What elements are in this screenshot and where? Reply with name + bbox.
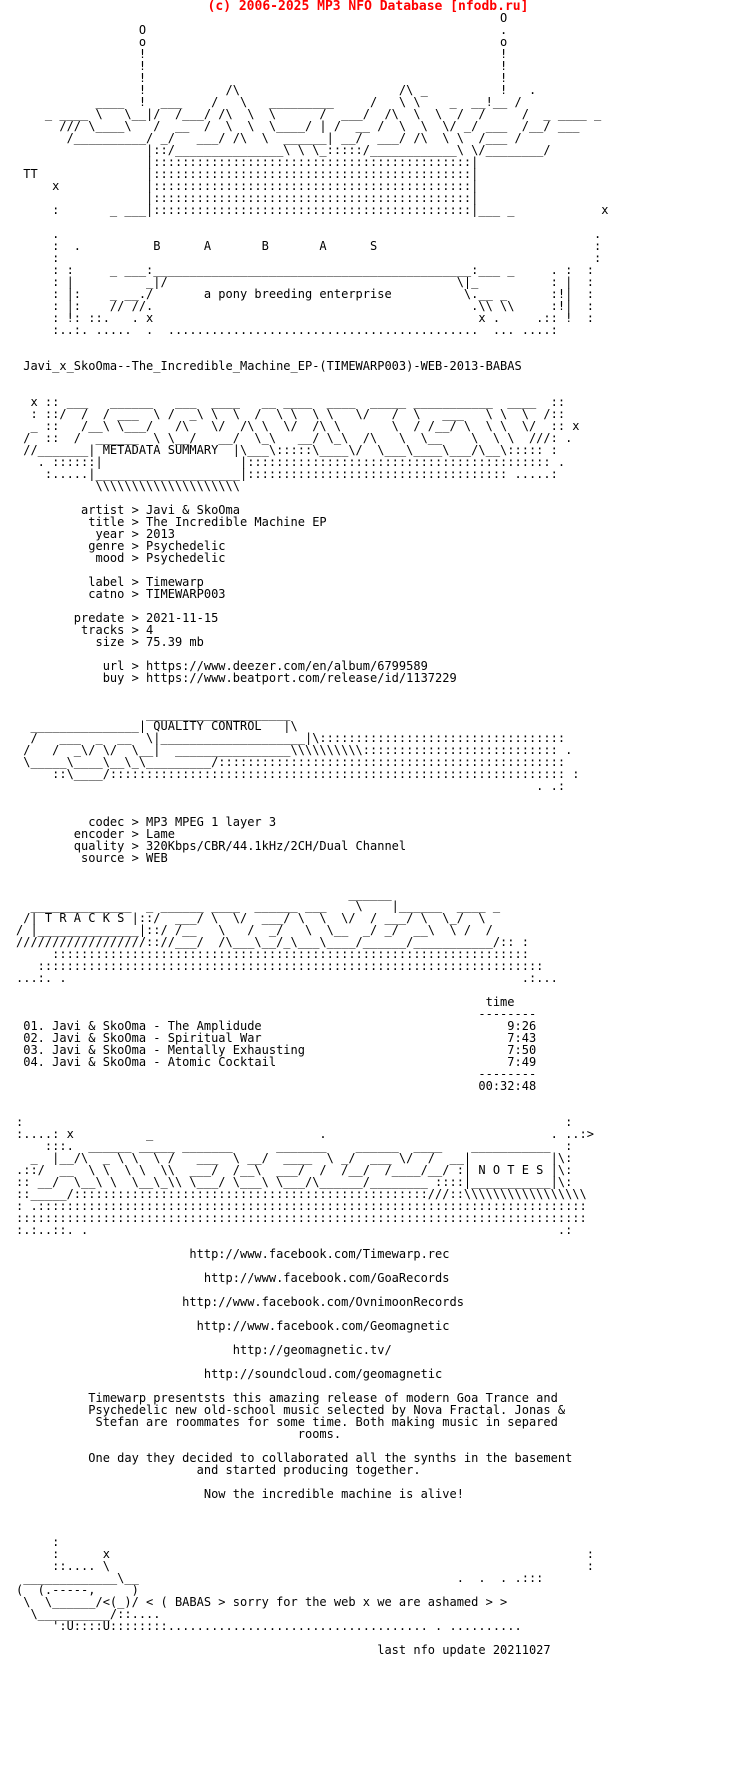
- copyright-banner: (c) 2006-2025 MP3 NFO Database [nfodb.ru]: [207, 0, 529, 14]
- nfo-ascii-text: O O . o o ! ! ! ! ! ! ! /\ /\ _ ! . ____ ! ___ / \ _________ / \ \ _ __!__ / _ ____ \ \__|/ /___/ /\ \ \ / ___/ /\ \ \ / / / _ ____ _ /// \____\ / __ / \ \ \____/ | / __ / \ \ \/ _/ ___ /__/ ___ /__________/ _/ ___/ /\ \ ______| __/ ___/ /\ \ \ /___ / |::/_______________\ \ \_:::::/____________\ \/________/ |::::::::::::::::::::::::::::::::::::::::::::| TT |::::::::::::::::::::::::::::::::::::::::::::| x |::::::::::::::::::::::::::::::::::::::::::::| |::::::::::::::::::::::::::::::::::::::::::::| : _ ___|::::::::::::::::::::::::::::::::::::::::::::|___ _ x . . : . B A B A S : : : : : _ ___:____________________________________________:___ _ . : : : | _|/ \|_ : | : : |: _ __./ a pony breeding enterprise \.__ _ :!| : : |: // //. .\\ \\ :!| : : !: ::. . x x . .:: ! : :..:. ..... . ........................................... ... ....: Javi_x_SkoOma--The_Incredible_Machine_EP-(TIMEWARP003)-WEB-2013-BABAS x :: ___ ______ ___ ____ __ ____ ____ _____ ___________ ____ :: : ::/ / / ___ \ / _\ \ \ / \ \ \ \ \/ / \ ___ \ \ \ /:: _ :: /__\ \___/ /\ \/ /\ \ \/ /\ \ \ / /__/ \ \ \ \/ :: x / :: / ______ \ \__/ __/ \_\ __/ \_\ /\ \ \__ \ \ \ ///: . //_______| METADATA SUMMARY |\___\:::::\____\/ \___\____\___/\__\::::: : . ::::::| |:::::::::::::::::::::::::::::::::::::::::: . :.....|____________________|:::::::::::::::::::::::::::::::::::: .....: \\\\\\\\\\\\\\\\\\\\ artist > Javi & SkoOma title > The Incredible Machine EP year > 2013 genre > Psychedelic mood > Psychedelic label > Timewarp catno > TIMEWARP003 predate > 2021-11-15 tracks > 4 size > 75.39 mb url > https://www.deezer.com/en/album/6799589 buy > https://www.beatport.com/release/id/1137229 ____________________ _______________| QUALITY CONTROL |\ / ___ _ __ \|____________________|\:::::::::::::::::::::::::::::::::: / / _\/ \/ \__| ________________\\\\\\\\\\::::::::::::::::::::::::::: . \_____\____\__\_\_________/:::::::::::::::::::::::::::::::::::::::::::::::: ::\____/::::::::::::::::::::::::::::::::::::::::::::::::::::::::::::::: : . .: codec > MP3 MPEG 1 layer 3 encoder > Lame quality > 320Kbps/CBR/44.1kHz/2CH/Dual Channel source > WEB ______ ______________ _ ______ ____ ______ ___ \ |______ ____ _ /| T R A C K S |::/ ___/ \ \/ ___/ \ \ \/ / ___/ \ \_/ \ / |______________|::/ /__ \ / _/ \ \__ _/ _/ __\ \ / / //////////////////:://___/ /\___\__/_\___\____/______/___________/:: : :::::::::::::::::::::::::::::::::::::::::::::::::::::::::::::::::: :::::::::::::::::::::::::::::::::::::::::::::::::::::::::::::::::::::: ...:. . .:... time -------- 01. Javi & SkoOma - The Amplidude 9:26 02. Javi & SkoOma - Spiritual War 7:43 03. Javi & SkoOma - Mentally Exhausting 7:50 04. Javi & SkoOma - Atomic Cocktail 7:49 -------- 00:32:48 : : :....: x _ . . ..:> :::. ______ _____ _______ _______ ______ ____ ___________ : _ |__/\ _ \ \ \ / ___ \ __/ ____ \ _/ ___ \/ / __| |\: .::/ __ \ \ \ \ \\ ___/ /__\ ___/ / /__/ /____/__/ :| N O T E S |\: :: __/ \__\ \ \__\_\\ \___/ \___\ \___/\______/________ ::::|___________|\: ::_____/:::::::::::::::::::::::::::::::::::::::::::::::::///::\\\\\\\\\\\\\\\\\ : .:::::::::::::::::::::::::::::::::::::::::::::::::::::::::::::::::::::::::::: ::::::::::::::::::::::::::::::::::::::::::::::::::::::::::::::::::::::::::::::: :.:..::. . .: http://www.facebook.com/Timewarp.rec http://www.facebook.com/GoaRecords http://www.facebook.com/OvnimoonRecords http://www.facebook.com/Geomagnetic http://geomagnetic.tv/ http://soundcloud.com/geomagnetic Timewarp presentsts this amazing release of modern Goa Trance and Psychedelic new old-school music selected by Nova Fractal. Jonas & Stefan are roommates for some time. Both making music in separed rooms. One day they decided to collaborated all the synths in the basement and started producing together. Now the incredible machine is alive! : : x : ::.... \ : _____________\__ . . . .::: ( (.-----, ) \ \______/<(_)/ < ( BABAS > sorry for the web x we are ashamed > > \__________/::.... ':U::::U::::::::.................................... . .......... last nfo update 20211027: [16, 11, 609, 1657]
